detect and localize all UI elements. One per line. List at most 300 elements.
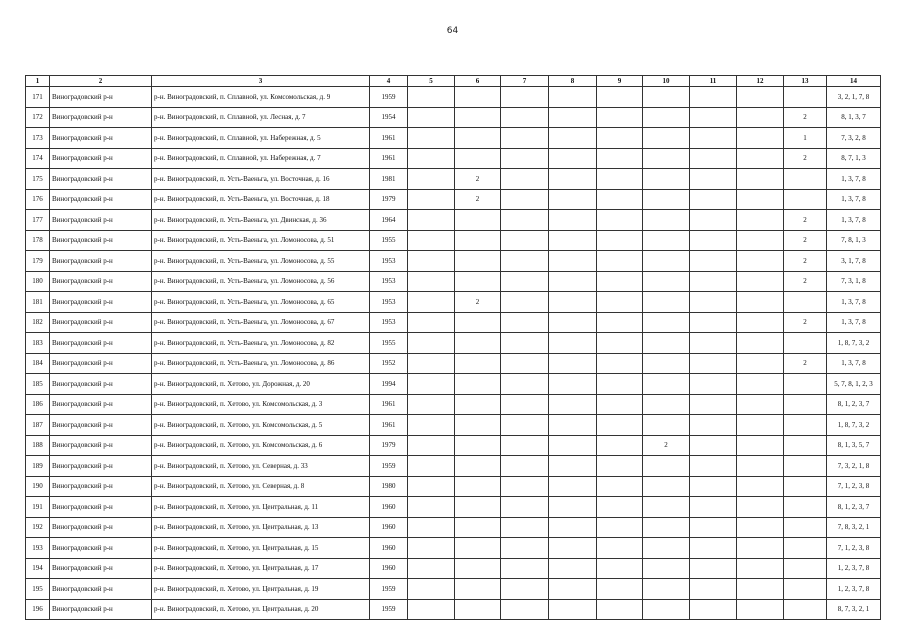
row-number: 185 [26,374,50,395]
col11-cell [690,476,737,497]
col13-cell [784,292,827,313]
year-cell: 1960 [370,497,408,518]
col12-cell [737,497,784,518]
year-cell: 1953 [370,292,408,313]
district-cell: Виноградовский р-н [50,374,152,395]
col7-cell [501,415,549,436]
col8-cell [549,292,597,313]
col5-cell [408,292,455,313]
year-cell: 1981 [370,169,408,190]
district-cell: Виноградовский р-н [50,333,152,354]
col14-cell: 1, 3, 7, 8 [827,312,881,333]
col13-cell [784,415,827,436]
col9-cell [597,251,643,272]
col11-cell [690,456,737,477]
col6-cell: 2 [455,169,501,190]
row-number: 181 [26,292,50,313]
col8-cell [549,435,597,456]
row-number: 171 [26,87,50,108]
col6-cell [455,251,501,272]
table-row [26,579,881,600]
col12-cell [737,271,784,292]
col11-cell [690,394,737,415]
col5-cell [408,374,455,395]
column-header: 9 [597,76,643,87]
col8-cell [549,517,597,538]
col13-cell [784,374,827,395]
col10-cell [643,558,690,579]
col7-cell [501,87,549,108]
col5-cell [408,558,455,579]
district-cell: Виноградовский р-н [50,435,152,456]
col11-cell [690,333,737,354]
col14-cell: 1, 2, 3, 7, 8 [827,579,881,600]
col14-cell: 7, 3, 2, 1, 8 [827,456,881,477]
col9-cell [597,292,643,313]
col14-cell: 3, 1, 7, 8 [827,251,881,272]
col14-cell: 7, 1, 2, 3, 8 [827,476,881,497]
col9-cell [597,394,643,415]
col11-cell [690,271,737,292]
col12-cell [737,353,784,374]
col13-cell [784,169,827,190]
col5-cell [408,148,455,169]
col11-cell [690,292,737,313]
col7-cell [501,353,549,374]
col9-cell [597,456,643,477]
row-number: 178 [26,230,50,251]
col5-cell [408,394,455,415]
col5-cell [408,87,455,108]
col5-cell [408,189,455,210]
col6-cell [455,599,501,620]
year-cell: 1955 [370,333,408,354]
address-cell: р-н. Виноградовский, п. Хетово, ул. Центральная, д. 19 [152,579,370,600]
col8-cell [549,579,597,600]
col12-cell [737,558,784,579]
address-cell: р-н. Виноградовский, п. Сплавной, ул. Набережная, д. 7 [152,148,370,169]
table-row [26,374,881,395]
col7-cell [501,148,549,169]
col5-cell [408,333,455,354]
col8-cell [549,394,597,415]
col14-cell: 8, 1, 2, 3, 7 [827,497,881,518]
column-header: 10 [643,76,690,87]
table-row [26,271,881,292]
col14-cell: 7, 8, 3, 2, 1 [827,517,881,538]
col14-cell: 1, 3, 7, 8 [827,189,881,210]
col7-cell [501,456,549,477]
col9-cell [597,497,643,518]
col10-cell [643,107,690,128]
table-row [26,517,881,538]
table-row [26,251,881,272]
col12-cell [737,517,784,538]
year-cell: 1952 [370,353,408,374]
col6-cell [455,558,501,579]
col5-cell [408,456,455,477]
col11-cell [690,230,737,251]
col10-cell [643,87,690,108]
year-cell: 1964 [370,210,408,231]
col11-cell [690,415,737,436]
address-cell: р-н. Виноградовский, п. Хетово, ул. Северная, д. 8 [152,476,370,497]
col11-cell [690,517,737,538]
col8-cell [549,107,597,128]
table-row [26,476,881,497]
col7-cell [501,538,549,559]
col10-cell [643,415,690,436]
address-cell: р-н. Виноградовский, п. Усть-Ваеньга, ул. Двинская, д. 36 [152,210,370,231]
table-row [26,435,881,456]
table-row [26,210,881,231]
district-cell: Виноградовский р-н [50,353,152,374]
row-number: 187 [26,415,50,436]
col9-cell [597,374,643,395]
col9-cell [597,579,643,600]
table-row [26,415,881,436]
table-row [26,599,881,620]
district-cell: Виноградовский р-н [50,476,152,497]
year-cell: 1954 [370,107,408,128]
col13-cell: 2 [784,353,827,374]
col10-cell [643,579,690,600]
col6-cell [455,353,501,374]
col10-cell [643,312,690,333]
column-header: 12 [737,76,784,87]
column-header: 8 [549,76,597,87]
address-cell: р-н. Виноградовский, п. Сплавной, ул. Комсомольская, д. 9 [152,87,370,108]
col11-cell [690,251,737,272]
col9-cell [597,189,643,210]
table-row [26,456,881,477]
col12-cell [737,435,784,456]
row-number: 175 [26,169,50,190]
col10-cell [643,497,690,518]
col10-cell [643,128,690,149]
col11-cell [690,148,737,169]
row-number: 184 [26,353,50,374]
col10-cell [643,169,690,190]
col12-cell [737,599,784,620]
year-cell: 1959 [370,456,408,477]
district-cell: Виноградовский р-н [50,579,152,600]
col11-cell [690,538,737,559]
col5-cell [408,107,455,128]
col9-cell [597,558,643,579]
col12-cell [737,210,784,231]
col6-cell [455,210,501,231]
district-cell: Виноградовский р-н [50,169,152,190]
col5-cell [408,271,455,292]
district-cell: Виноградовский р-н [50,148,152,169]
table-body [26,87,881,620]
year-cell: 1960 [370,538,408,559]
table-row [26,312,881,333]
address-cell: р-н. Виноградовский, п. Хетово, ул. Северная, д. 33 [152,456,370,477]
table-row [26,538,881,559]
col8-cell [549,169,597,190]
year-cell: 1979 [370,189,408,210]
district-cell: Виноградовский р-н [50,415,152,436]
col9-cell [597,128,643,149]
address-cell: р-н. Виноградовский, п. Усть-Ваеньга, ул. Ломоносова, д. 56 [152,271,370,292]
col10-cell [643,333,690,354]
address-cell: р-н. Виноградовский, п. Хетово, ул. Центральная, д. 20 [152,599,370,620]
col6-cell [455,271,501,292]
col6-cell [455,148,501,169]
col10-cell [643,251,690,272]
col8-cell [549,271,597,292]
column-header: 2 [50,76,152,87]
col14-cell: 8, 1, 2, 3, 7 [827,394,881,415]
col13-cell [784,435,827,456]
col13-cell [784,497,827,518]
col13-cell: 2 [784,148,827,169]
col8-cell [549,497,597,518]
col13-cell: 2 [784,210,827,231]
col6-cell [455,476,501,497]
col7-cell [501,558,549,579]
col11-cell [690,353,737,374]
row-number: 189 [26,456,50,477]
col10-cell: 2 [643,435,690,456]
col9-cell [597,87,643,108]
col7-cell [501,394,549,415]
address-cell: р-н. Виноградовский, п. Усть-Ваеньга, ул. Ломоносова, д. 55 [152,251,370,272]
col13-cell: 2 [784,271,827,292]
col12-cell [737,538,784,559]
district-cell: Виноградовский р-н [50,128,152,149]
col6-cell [455,374,501,395]
year-cell: 1961 [370,148,408,169]
table-row [26,148,881,169]
row-number: 196 [26,599,50,620]
column-header: 14 [827,76,881,87]
col12-cell [737,333,784,354]
col14-cell: 1, 2, 3, 7, 8 [827,558,881,579]
col7-cell [501,374,549,395]
col14-cell: 1, 3, 7, 8 [827,353,881,374]
col12-cell [737,148,784,169]
col13-cell [784,517,827,538]
row-number: 192 [26,517,50,538]
year-cell: 1953 [370,312,408,333]
col10-cell [643,456,690,477]
row-number: 174 [26,148,50,169]
col10-cell [643,148,690,169]
col6-cell [455,517,501,538]
col12-cell [737,189,784,210]
col8-cell [549,456,597,477]
col5-cell [408,312,455,333]
col8-cell [549,476,597,497]
col10-cell [643,599,690,620]
district-cell: Виноградовский р-н [50,107,152,128]
col14-cell: 8, 7, 1, 3 [827,148,881,169]
col12-cell [737,251,784,272]
col5-cell [408,210,455,231]
district-cell: Виноградовский р-н [50,210,152,231]
col10-cell [643,517,690,538]
col5-cell [408,415,455,436]
table-row [26,394,881,415]
row-number: 179 [26,251,50,272]
col13-cell [784,189,827,210]
district-cell: Виноградовский р-н [50,497,152,518]
row-number: 194 [26,558,50,579]
col9-cell [597,230,643,251]
page-number: 64 [446,26,459,36]
col6-cell: 2 [455,292,501,313]
col8-cell [549,374,597,395]
col8-cell [549,128,597,149]
col8-cell [549,558,597,579]
col8-cell [549,189,597,210]
col14-cell: 8, 7, 3, 2, 1 [827,599,881,620]
col5-cell [408,497,455,518]
col9-cell [597,599,643,620]
col11-cell [690,107,737,128]
col9-cell [597,538,643,559]
col11-cell [690,497,737,518]
address-cell: р-н. Виноградовский, п. Хетово, ул. Центральная, д. 17 [152,558,370,579]
address-cell: р-н. Виноградовский, п. Усть-Ваеньга, ул. Ломоносова, д. 65 [152,292,370,313]
col5-cell [408,476,455,497]
col14-cell: 1, 8, 7, 3, 2 [827,333,881,354]
year-cell: 1959 [370,599,408,620]
address-cell: р-н. Виноградовский, п. Хетово, ул. Комсомольская, д. 5 [152,415,370,436]
col7-cell [501,271,549,292]
row-number: 188 [26,435,50,456]
col14-cell: 8, 1, 3, 5, 7 [827,435,881,456]
address-cell: р-н. Виноградовский, п. Хетово, ул. Центральная, д. 13 [152,517,370,538]
col12-cell [737,476,784,497]
col5-cell [408,435,455,456]
col6-cell [455,415,501,436]
column-header: 7 [501,76,549,87]
col11-cell [690,312,737,333]
col12-cell [737,312,784,333]
col7-cell [501,333,549,354]
col11-cell [690,558,737,579]
col8-cell [549,333,597,354]
year-cell: 1961 [370,415,408,436]
col9-cell [597,148,643,169]
col13-cell: 2 [784,230,827,251]
col11-cell [690,435,737,456]
col10-cell [643,476,690,497]
year-cell: 1994 [370,374,408,395]
col9-cell [597,271,643,292]
address-cell: р-н. Виноградовский, п. Усть-Ваеньга, ул. Ломоносова, д. 82 [152,333,370,354]
col12-cell [737,456,784,477]
col14-cell: 1, 3, 7, 8 [827,210,881,231]
col8-cell [549,312,597,333]
col10-cell [643,230,690,251]
col13-cell [784,456,827,477]
col14-cell: 1, 3, 7, 8 [827,292,881,313]
column-header: 1 [26,76,50,87]
district-cell: Виноградовский р-н [50,517,152,538]
address-cell: р-н. Виноградовский, п. Сплавной, ул. Лесная, д. 7 [152,107,370,128]
col7-cell [501,497,549,518]
column-header: 4 [370,76,408,87]
table-row [26,169,881,190]
col9-cell [597,435,643,456]
address-cell: р-н. Виноградовский, п. Сплавной, ул. Набережная, д. 5 [152,128,370,149]
row-number: 193 [26,538,50,559]
district-cell: Виноградовский р-н [50,538,152,559]
column-header: 3 [152,76,370,87]
col14-cell: 3, 2, 1, 7, 8 [827,87,881,108]
address-cell: р-н. Виноградовский, п. Хетово, ул. Центральная, д. 15 [152,538,370,559]
year-cell: 1955 [370,230,408,251]
col12-cell [737,107,784,128]
row-number: 176 [26,189,50,210]
year-cell: 1961 [370,394,408,415]
col6-cell [455,87,501,108]
col6-cell [455,497,501,518]
col12-cell [737,374,784,395]
col9-cell [597,415,643,436]
district-cell: Виноградовский р-н [50,189,152,210]
year-cell: 1960 [370,517,408,538]
table-row [26,87,881,108]
col12-cell [737,415,784,436]
col9-cell [597,312,643,333]
col7-cell [501,128,549,149]
col8-cell [549,415,597,436]
col9-cell [597,107,643,128]
col6-cell [455,435,501,456]
col7-cell [501,517,549,538]
col6-cell [455,333,501,354]
col9-cell [597,210,643,231]
col7-cell [501,230,549,251]
column-header: 11 [690,76,737,87]
col10-cell [643,210,690,231]
col5-cell [408,538,455,559]
col6-cell [455,456,501,477]
col7-cell [501,476,549,497]
col6-cell [455,538,501,559]
col8-cell [549,87,597,108]
col14-cell: 7, 1, 2, 3, 8 [827,538,881,559]
col12-cell [737,128,784,149]
row-number: 172 [26,107,50,128]
col6-cell [455,107,501,128]
col9-cell [597,169,643,190]
col11-cell [690,210,737,231]
col7-cell [501,169,549,190]
col6-cell [455,394,501,415]
district-cell: Виноградовский р-н [50,599,152,620]
col8-cell [549,230,597,251]
col8-cell [549,599,597,620]
col13-cell: 1 [784,128,827,149]
row-number: 195 [26,579,50,600]
district-cell: Виноградовский р-н [50,456,152,477]
address-cell: р-н. Виноградовский, п. Усть-Ваеньга, ул. Ломоносова, д. 51 [152,230,370,251]
col12-cell [737,169,784,190]
address-cell: р-н. Виноградовский, п. Усть-Ваеньга, ул. Ломоносова, д. 86 [152,353,370,374]
col9-cell [597,517,643,538]
col13-cell [784,476,827,497]
col12-cell [737,579,784,600]
col8-cell [549,251,597,272]
address-cell: р-н. Виноградовский, п. Хетово, ул. Центральная, д. 11 [152,497,370,518]
